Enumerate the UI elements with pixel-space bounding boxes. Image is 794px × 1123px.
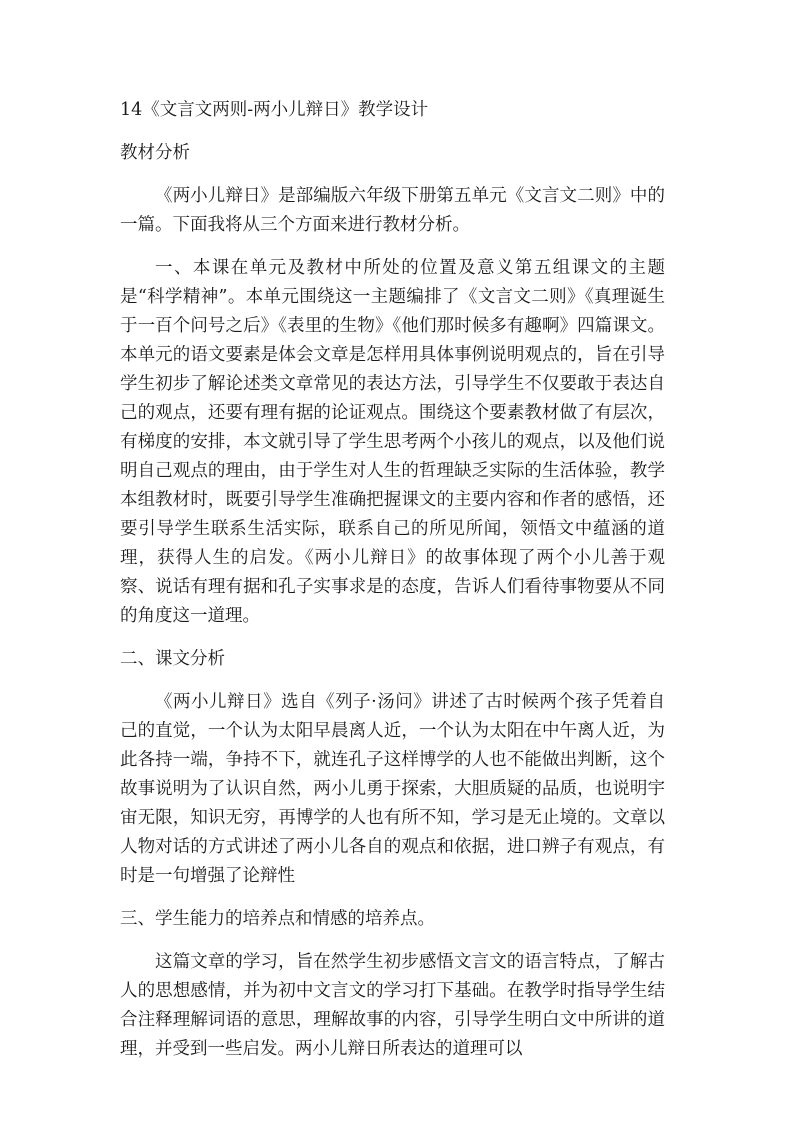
paragraph-unit-position: 一、本课在单元及教材中所处的位置及意义第五组课文的主题是“科学精神”。本单元围绕这一主题编排了《文言文二则》《真理诞生于一百个问号之后》《表里的生物》《他们那时候多有趣啊》四篇课文。本单元的语文要素是体会文章是怎样用具体事例说明观点的，旨在引导学生初步了解论述类文章常见的表达方法，引导学生不仅要敢于表达自己的观点，还要有理有据的论证观点。围绕这个要素教材做了有层次，有梯度的安排，本文就引导了学生思考两个小孩儿的观点，以及他们说明自己观点的理由，由于学生对人生的哲理缺乏实际的生活体验，教学本组教材时，既要引导学生准确把握课文的主要内容和作者的感悟，还要引导学生联系生活实际，联系自己的所见所闻，领悟文中蕴涵的道理，获得人生的启发。《两小儿辩日》的故事体现了两个小儿善于观察、说话有理有据和孔子实事求是的态度，告诉人们看待事物要从不同的角度这一道理。 xyxy=(120,258,665,626)
section-heading-material-analysis: 教材分析 xyxy=(120,143,190,163)
paragraph-student-abilities: 这篇文章的学习，旨在然学生初步感悟文言文的语言特点，了解古人的思想感情，并为初中文言文的学习打下基础。在教学时指导学生结合注释理解词语的意思，理解故事的内容，引导学生明白文中所讲的道理，并受到一些启发。两小儿辩日所表达的道理可以 xyxy=(120,952,665,1059)
section-heading-student-abilities: 三、学生能力的培养点和情感的培养点。 xyxy=(120,909,435,929)
paragraph-text-analysis: 《两小儿辩日》选自《列子·汤问》讲述了古时候两个孩子凭着自己的直觉，一个认为太阳早晨离人近，一个认为太阳在中午离人近，为此各持一端，争持不下，就连孔子这样博学的人也不能做出判断，这个故事说明为了认识自然，两小儿勇于探索，大胆质疑的品质，也说明宇宙无限，知识无穷，再博学的人也有所不知，学习是无止境的。文章以人物对话的方式讲述了两小儿各自的观点和依据，进口辨子有观点，有时是一句增强了论辩性 xyxy=(120,692,665,886)
paragraph-intro: 《两小儿辩日》是部编版六年级下册第五单元《文言文二则》中的一篇。下面我将从三个方面来进行教材分析。 xyxy=(120,186,665,235)
section-heading-text-analysis: 二、课文分析 xyxy=(120,649,225,669)
document-title: 14《文言文两则-两小儿辩日》教学设计 xyxy=(120,100,429,120)
document-body xyxy=(120,96,665,1078)
